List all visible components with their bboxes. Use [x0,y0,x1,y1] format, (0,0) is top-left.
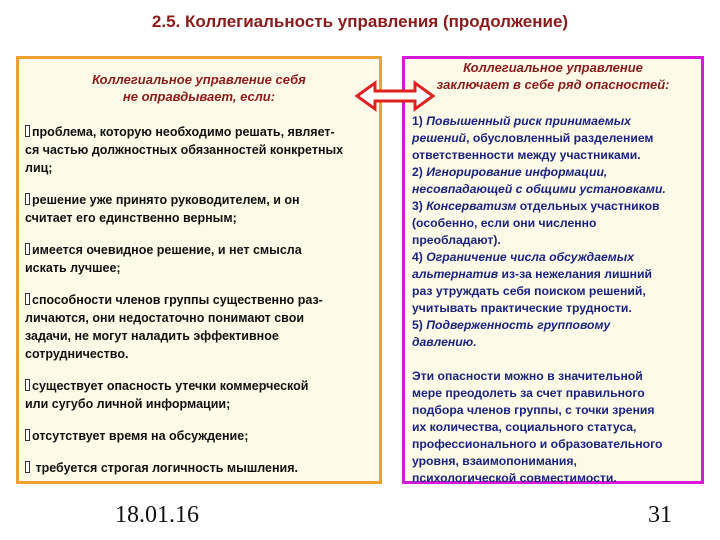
bullet-icon [25,125,30,137]
danger-text: мере преодолеть за счет правильного [412,386,645,400]
danger-text: несовпадающей с общими установками. [412,182,666,196]
danger-text: 2) [412,165,427,179]
page-number: 31 [648,502,672,528]
danger-line [412,436,702,453]
condition-item [25,377,375,413]
danger-line [412,300,702,317]
slide-title: 2.5. Коллегиальность управления (продолжение) [151,12,569,31]
bullet-icon [25,243,30,255]
condition-line [25,377,375,395]
condition-item [25,427,375,445]
danger-text: Игнорирование информации, [426,165,608,179]
danger-text: ответственности между участниками. [412,148,641,162]
danger-line [412,147,702,164]
danger-text: психологической совместимости. [412,471,617,485]
danger-line [412,113,702,130]
danger-line [412,385,702,402]
condition-line [25,259,375,277]
danger-text: Повышенный риск принимаемых [426,114,631,128]
condition-text: требуется строгая логичность мышления. [32,461,298,475]
condition-line [25,427,375,445]
danger-line [412,249,702,266]
bullet-icon [25,293,30,305]
danger-line [412,419,702,436]
conditions-list [25,123,375,491]
danger-text: Подверженность групповому [426,318,611,332]
danger-line [412,453,702,470]
danger-text: отдельных участников [516,199,660,213]
condition-text: лиц; [25,161,53,175]
danger-text: (особенно, если они численно [412,216,597,230]
danger-line [412,351,702,368]
danger-text: 5) [412,318,427,332]
danger-line [412,198,702,215]
condition-text: считает его единственно верным; [25,211,237,225]
danger-line [412,130,702,147]
condition-line [25,345,375,363]
danger-text: из-за нежелания лишний [498,267,653,281]
condition-text: ся частью должностных обязанностей конкретных [25,143,344,157]
danger-line [412,181,702,198]
bullet-icon [25,429,30,441]
condition-text: отсутствует время на обсуждение; [32,429,249,443]
condition-text: личаются, они недостаточно понимают свои [25,311,305,325]
condition-line [25,241,375,259]
condition-line [25,141,375,159]
condition-line [25,395,375,413]
condition-text: задачи, не могут наладить эффективное [25,329,279,343]
danger-text: раз утруждать себя поиском решений, [412,284,646,298]
danger-text: профессионального и образовательного [412,437,663,451]
footer-date: 18.01.16 [115,502,199,528]
condition-text: или сугубо личной информации; [25,397,231,411]
danger-text: , обусловленный разделением [466,131,654,145]
danger-line [412,283,702,300]
danger-text: их количества, социального статуса, [412,420,637,434]
danger-line [412,317,702,334]
condition-item [25,191,375,227]
danger-text: 1) [412,114,427,128]
right-heading-line: заключает в себе ряд опасностей: [436,77,670,92]
danger-text: альтернатив [412,267,499,281]
condition-line [25,459,375,477]
condition-text: имеется очевидное решение, и нет смысла [32,243,302,257]
condition-line [25,309,375,327]
danger-text: Ограничение числа обсуждаемых [426,250,634,264]
danger-line [412,402,702,419]
danger-line [412,266,702,283]
danger-text: давлению. [412,335,477,349]
danger-text: преобладают). [412,233,501,247]
condition-item [25,241,375,277]
condition-item [25,291,375,363]
danger-line [412,334,702,351]
condition-line [25,123,375,141]
danger-text: 4) [412,250,427,264]
condition-item [25,459,375,477]
danger-line [412,164,702,181]
danger-line [412,368,702,385]
danger-text: решений [412,131,467,145]
danger-line [412,470,702,487]
danger-line [412,215,702,232]
danger-text: уровня, взаимопонимания, [412,454,577,468]
right-heading-line: Коллегиальное управление [463,60,643,75]
condition-text: искать лучшее; [25,261,121,275]
left-heading-line: Коллегиальное управление себя [92,72,306,87]
condition-text: сотрудничество. [25,347,129,361]
danger-text: Консерватизм [426,199,517,213]
left-heading-line: не оправдывает, если: [122,89,276,104]
condition-text: существует опасность утечки коммерческой [32,379,309,393]
condition-text: решение уже принято руководителем, и он [32,193,300,207]
danger-text: подбора членов группы, с точки зрения [412,403,655,417]
danger-text: 3) [412,199,427,213]
condition-text: проблема, которую необходимо решать, являет- [32,125,335,139]
left-panel-heading [19,71,379,105]
dangers-text [412,113,702,487]
danger-text: учитывать практические трудности. [412,301,632,315]
danger-text: Эти опасности можно в значительной [412,369,643,383]
right-panel-heading [405,59,701,93]
bullet-icon [25,379,30,391]
condition-item [25,123,375,177]
bullet-icon [25,461,30,473]
condition-line [25,327,375,345]
condition-line [25,291,375,309]
condition-line [25,209,375,227]
bullet-icon [25,193,30,205]
condition-line [25,191,375,209]
right-panel [402,56,704,484]
condition-line [25,159,375,177]
left-panel [16,56,382,484]
danger-line [412,232,702,249]
double-arrow-icon [355,80,435,112]
condition-text: способности членов группы существенно раз- [32,293,323,307]
